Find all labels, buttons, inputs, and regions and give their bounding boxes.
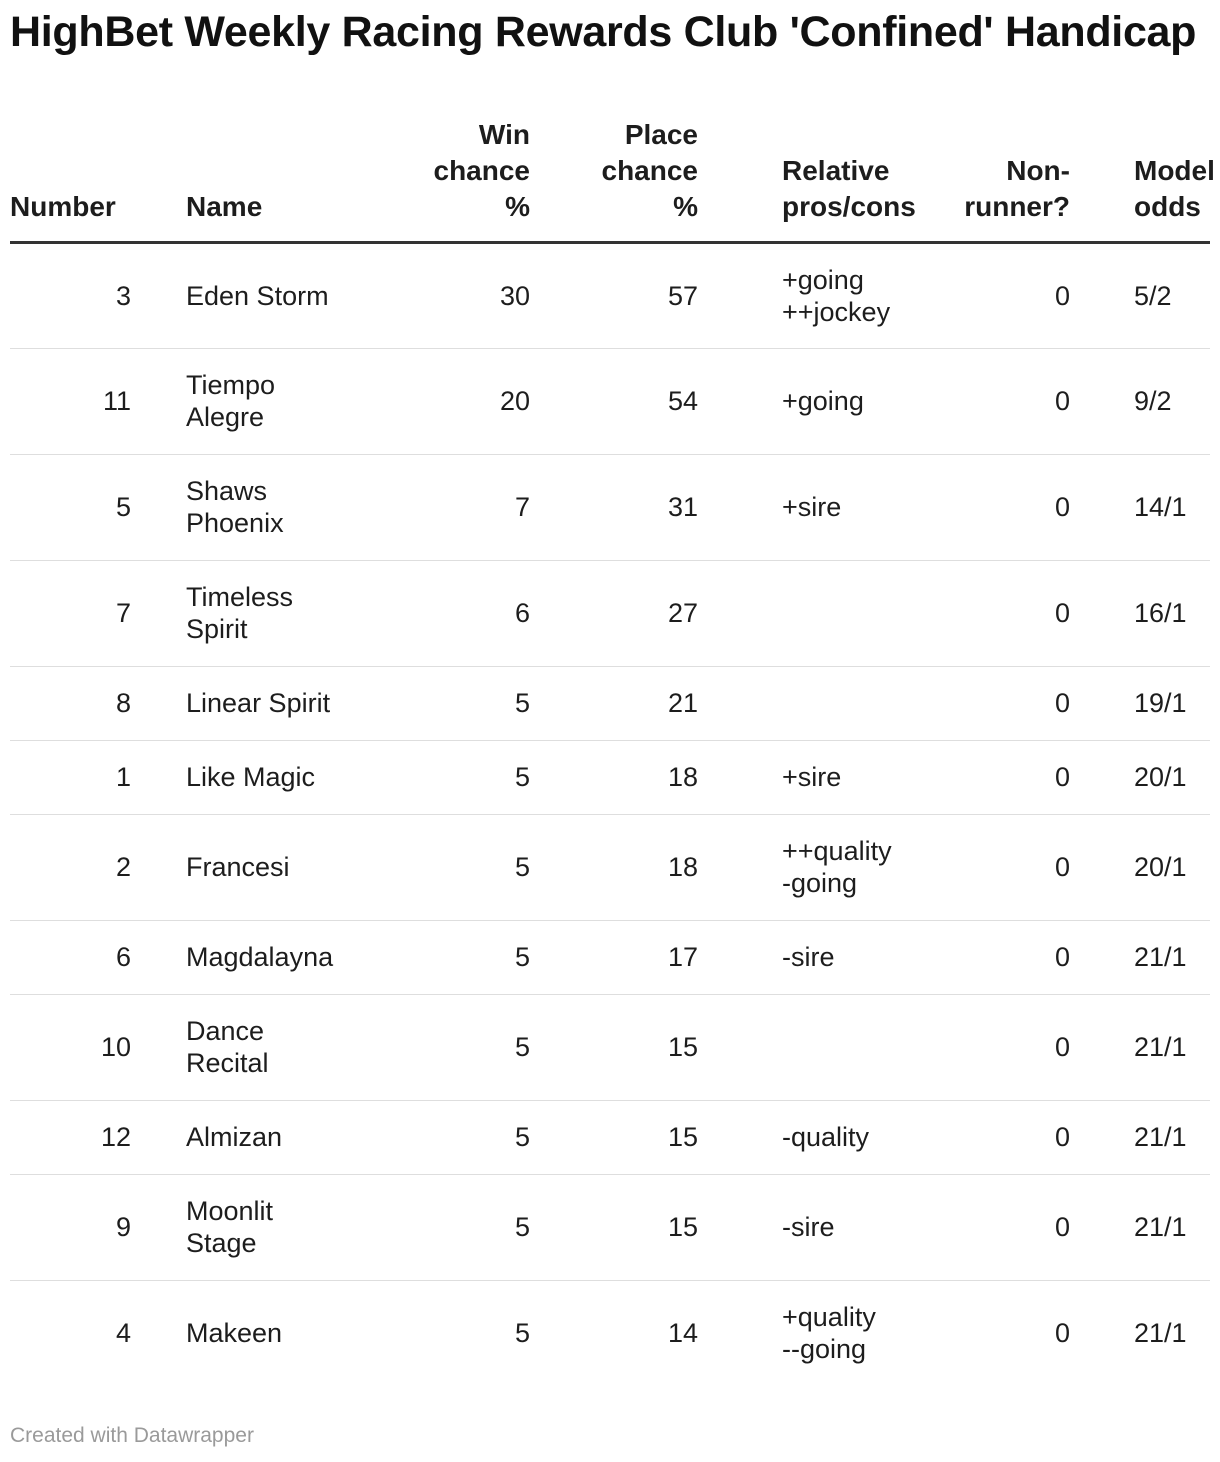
cell-number: 3 bbox=[10, 242, 186, 348]
cell-model-odds: 21/1 bbox=[1070, 994, 1210, 1100]
cell-number: 2 bbox=[10, 814, 186, 920]
cell-name bbox=[186, 814, 362, 920]
header-pros-cons: Relative pros/cons bbox=[730, 112, 906, 242]
cell-model-odds: 21/1 bbox=[1070, 1174, 1210, 1280]
cell-win-chance: 6 bbox=[362, 560, 530, 666]
table-row bbox=[10, 1280, 1210, 1386]
cell-name-text: Moonlit Stage bbox=[186, 1196, 274, 1258]
cell-place-chance: 15 bbox=[530, 1100, 730, 1174]
cell-model-odds: 20/1 bbox=[1070, 814, 1210, 920]
chart-title: HighBet Weekly Racing Rewards Club 'Confined' Handicap bbox=[10, 8, 1197, 56]
cell-number: 7 bbox=[10, 560, 186, 666]
cell-place-chance: 14 bbox=[667, 1318, 698, 1349]
header-place-chance: Place chance % bbox=[530, 112, 730, 242]
cell-number: 12 bbox=[10, 1100, 186, 1174]
table-body bbox=[10, 242, 1210, 1386]
cell-pros-cons bbox=[730, 348, 906, 454]
cell-name-text: Shaws Phoenix bbox=[186, 476, 284, 538]
cell-name bbox=[186, 666, 362, 740]
cell-name-text: Linear Spirit bbox=[186, 688, 331, 718]
cell-name bbox=[186, 454, 362, 560]
cell-name-text: Almizan bbox=[186, 1122, 283, 1152]
cell-place-chance: 27 bbox=[530, 560, 730, 666]
table-row bbox=[10, 1100, 1210, 1174]
cell-non-runner: 0 bbox=[906, 920, 1070, 994]
header-name: Name bbox=[186, 112, 362, 242]
cell-non-runner: 0 bbox=[906, 1100, 1070, 1174]
cell-pros-cons-text: ++quality -going bbox=[782, 836, 892, 898]
table-row bbox=[10, 920, 1210, 994]
cell-pros-cons-text: -sire bbox=[782, 942, 835, 972]
cell-pros-cons bbox=[730, 454, 906, 560]
datawrapper-credit: Created with Datawrapper bbox=[10, 1424, 254, 1447]
cell-name bbox=[186, 348, 362, 454]
cell-number: 11 bbox=[10, 348, 186, 454]
cell-win-chance: 20 bbox=[362, 348, 530, 454]
cell-pros-cons-text: +going ++jockey bbox=[782, 264, 891, 327]
table-row bbox=[10, 454, 1210, 560]
cell-place-chance: 17 bbox=[530, 920, 730, 994]
cell-pros-cons bbox=[730, 666, 906, 740]
table-row bbox=[10, 814, 1210, 920]
cell-name-text: Dance Recital bbox=[186, 1016, 269, 1078]
cell-non-runner: 0 bbox=[906, 1174, 1070, 1280]
cell-name-text: Makeen bbox=[186, 1318, 283, 1349]
cell-pros-cons bbox=[730, 242, 906, 348]
cell-pros-cons-text: +going bbox=[782, 386, 864, 416]
cell-number: 6 bbox=[10, 920, 186, 994]
cell-win-chance: 5 bbox=[362, 666, 530, 740]
cell-name-text: Tiempo Alegre bbox=[186, 370, 276, 432]
cell-pros-cons bbox=[730, 1174, 906, 1280]
cell-name bbox=[186, 242, 362, 348]
table-row bbox=[10, 242, 1210, 348]
cell-number: 5 bbox=[10, 454, 186, 560]
cell-pros-cons bbox=[730, 560, 906, 666]
cell-place-chance: 18 bbox=[530, 740, 730, 814]
cell-model-odds: 5/2 bbox=[1070, 242, 1210, 348]
cell-place-chance: 15 bbox=[530, 994, 730, 1100]
cell-win-chance: 5 bbox=[362, 994, 530, 1100]
cell-model-odds: 20/1 bbox=[1070, 740, 1210, 814]
header-number: Number bbox=[10, 112, 186, 242]
cell-pros-cons bbox=[730, 1280, 906, 1386]
table-row bbox=[10, 740, 1210, 814]
cell-model-odds: 19/1 bbox=[1070, 666, 1210, 740]
table-row bbox=[10, 348, 1210, 454]
header-win-chance: Win chance % bbox=[362, 112, 530, 242]
cell-non-runner: 0 bbox=[1054, 1318, 1070, 1349]
cell-non-runner: 0 bbox=[906, 242, 1070, 348]
cell-name bbox=[186, 1280, 362, 1386]
cell-name bbox=[186, 920, 362, 994]
header-non-runner: Non- runner? bbox=[906, 112, 1070, 242]
cell-model-odds: 16/1 bbox=[1070, 560, 1210, 666]
cell-non-runner: 0 bbox=[906, 994, 1070, 1100]
cell-model-odds: 21/1 bbox=[1070, 1100, 1210, 1174]
cell-non-runner: 0 bbox=[906, 348, 1070, 454]
cell-win-chance: 5 bbox=[362, 814, 530, 920]
cell-pros-cons bbox=[730, 994, 906, 1100]
cell-model-odds: 21/1 bbox=[1070, 920, 1210, 994]
cell-pros-cons-text: +sire bbox=[782, 762, 842, 792]
cell-number: 1 bbox=[10, 740, 186, 814]
cell-win-chance: 30 bbox=[362, 242, 530, 348]
table-row bbox=[10, 666, 1210, 740]
cell-place-chance: 54 bbox=[530, 348, 730, 454]
cell-name bbox=[186, 740, 362, 814]
cell-number: 4 bbox=[115, 1318, 131, 1349]
cell-name-text: Eden Storm bbox=[186, 280, 329, 311]
cell-pros-cons bbox=[730, 920, 906, 994]
cell-number: 9 bbox=[10, 1174, 186, 1280]
racing-table bbox=[10, 112, 1215, 1386]
cell-non-runner: 0 bbox=[906, 454, 1070, 560]
table-row bbox=[10, 1174, 1210, 1280]
header-model-odds: Model odds bbox=[1070, 112, 1210, 242]
cell-model-odds: 21/1 bbox=[1134, 1318, 1187, 1349]
cell-pros-cons bbox=[730, 740, 906, 814]
cell-pros-cons-text: +quality --going bbox=[782, 1302, 876, 1365]
cell-name-text: Like Magic bbox=[186, 762, 316, 792]
cell-name-text: Timeless Spirit bbox=[186, 582, 294, 644]
cell-place-chance: 31 bbox=[530, 454, 730, 560]
cell-win-chance: 5 bbox=[362, 740, 530, 814]
cell-win-chance: 5 bbox=[362, 920, 530, 994]
header-row bbox=[10, 112, 1210, 242]
cell-place-chance: 21 bbox=[530, 666, 730, 740]
cell-win-chance: 5 bbox=[514, 1318, 530, 1349]
cell-non-runner: 0 bbox=[906, 666, 1070, 740]
cell-place-chance: 18 bbox=[530, 814, 730, 920]
cell-place-chance: 15 bbox=[530, 1174, 730, 1280]
cell-non-runner: 0 bbox=[906, 560, 1070, 666]
cell-number: 8 bbox=[10, 666, 186, 740]
table-row bbox=[10, 560, 1210, 666]
cell-pros-cons-text: -quality bbox=[782, 1122, 870, 1152]
cell-name bbox=[186, 994, 362, 1100]
cell-name-text: Francesi bbox=[186, 852, 290, 882]
cell-place-chance: 57 bbox=[530, 242, 730, 348]
cell-number: 10 bbox=[10, 994, 186, 1100]
cell-win-chance: 5 bbox=[362, 1174, 530, 1280]
cell-name bbox=[186, 1100, 362, 1174]
cell-name-text: Magdalayna bbox=[186, 942, 334, 972]
cell-name bbox=[186, 560, 362, 666]
cell-win-chance: 7 bbox=[362, 454, 530, 560]
table-row bbox=[10, 994, 1210, 1100]
cell-non-runner: 0 bbox=[906, 814, 1070, 920]
cell-name bbox=[186, 1174, 362, 1280]
cell-non-runner: 0 bbox=[906, 740, 1070, 814]
cell-pros-cons bbox=[730, 814, 906, 920]
cell-pros-cons-text: -sire bbox=[782, 1212, 835, 1242]
cell-pros-cons bbox=[730, 1100, 906, 1174]
cell-win-chance: 5 bbox=[362, 1100, 530, 1174]
cell-pros-cons-text: +sire bbox=[782, 492, 842, 522]
cell-model-odds: 9/2 bbox=[1070, 348, 1210, 454]
cell-model-odds: 14/1 bbox=[1070, 454, 1210, 560]
